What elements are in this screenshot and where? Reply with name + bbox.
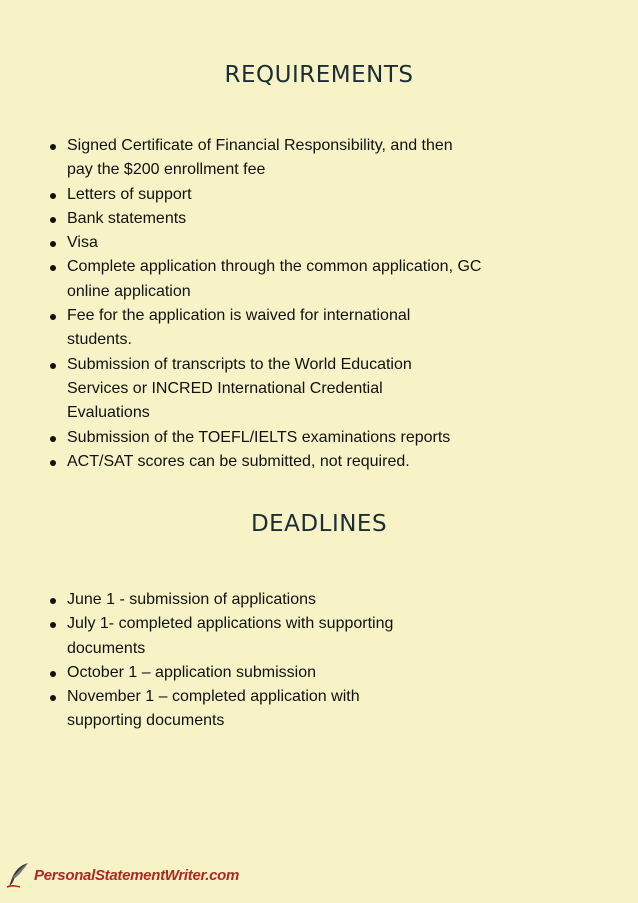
list-item: Submission of transcripts to the World Education Services or INCRED International Credential Evaluations [46, 353, 457, 426]
requirements-heading: REQUIREMENTS [224, 62, 414, 88]
list-item: Submission of the TOEFL/IELTS examinations reports [46, 426, 516, 450]
deadlines-heading: DEADLINES [250, 511, 388, 537]
list-item: ACT/SAT scores can be submitted, not required. [46, 450, 516, 474]
list-item: June 1 - submission of applications [46, 588, 516, 612]
list-item: Complete application through the common application, GC online application [46, 255, 507, 304]
list-item: July 1- completed applications with supporting documents [46, 612, 437, 661]
list-item: October 1 – application submission [46, 661, 516, 685]
list-item: Fee for the application is waived for international students. [46, 304, 457, 353]
list-item: November 1 – completed application with supporting documents [46, 685, 397, 734]
requirements-list [46, 134, 516, 474]
deadlines-list [46, 588, 516, 734]
list-item: Letters of support [46, 183, 516, 207]
quill-pen-icon [6, 861, 32, 889]
list-item: Signed Certificate of Financial Responsibility, and then pay the $200 enrollment fee [46, 134, 467, 183]
list-item: Bank statements [46, 207, 516, 231]
list-item: Visa [46, 231, 516, 255]
logo-text: PersonalStatementWriter.com [34, 866, 240, 884]
footer-logo[interactable] [6, 860, 239, 890]
